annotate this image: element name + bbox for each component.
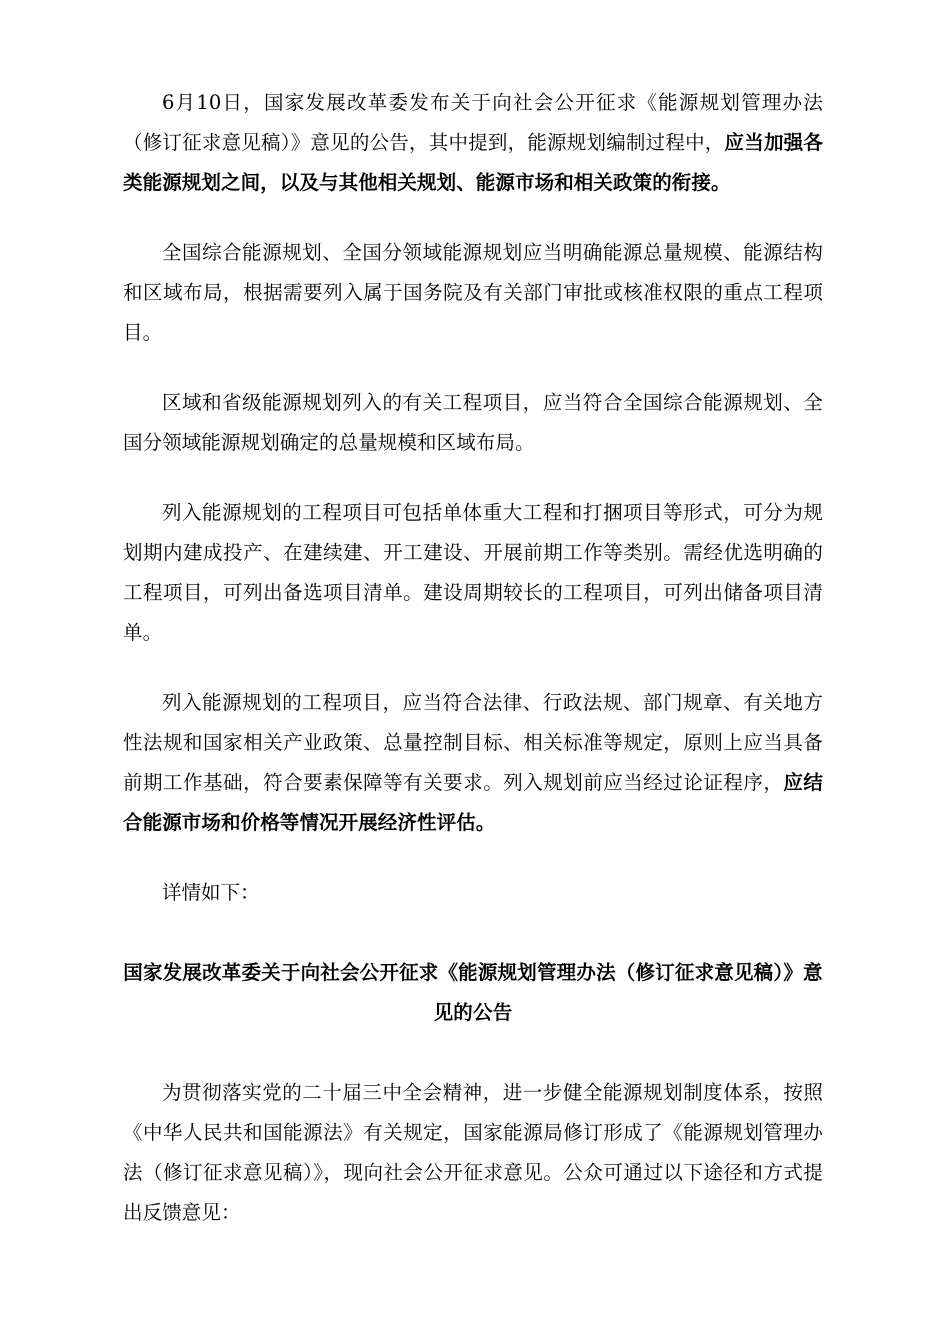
paragraph-2: 全国综合能源规划、全国分领域能源规划应当明确能源总量规模、能源结构和区域布局，根据需要列入属于国务院及有关部门审批或核准权限的重点工程项目。 bbox=[123, 241, 823, 344]
paragraph-1-normal-text: 6月10日，国家发展改革委发布关于向社会公开征求《能源规划管理办法（修订征求意见稿）》意见的公告，其中提到，能源规划编制过程中， bbox=[123, 91, 823, 154]
paragraph-3: 区域和省级能源规划列入的有关工程项目，应当符合全国综合能源规划、全国分领域能源规划确定的总量规模和区域布局。 bbox=[123, 391, 823, 454]
paragraph-4: 列入能源规划的工程项目可包括单体重大工程和打捆项目等形式，可分为规划期内建成投产、在建续建、开工建设、开展前期工作等类别。需经优选明确的工程项目，可列出备选项目清单。建设周期较长的工程项目，可列出储备项目清单。 bbox=[123, 501, 823, 644]
paragraph-1-bold-text: 应当加强各类能源规划之间，以及与其他相关规划、能源市场和相关政策的衔接。 bbox=[123, 131, 823, 194]
paragraph-5-bold-text: 应结合能源市场和价格等情况开展经济性评估。 bbox=[123, 771, 823, 834]
document-body bbox=[123, 83, 823, 1233]
paragraph-6: 为贯彻落实党的二十届三中全会精神，进一步健全能源规划制度体系，按照《中华人民共和国能源法》有关规定，国家能源局修订形成了《能源规划管理办法（修订征求意见稿）》，现向社会公开征求意见。公众可通过以下途径和方式提出反馈意见： bbox=[123, 1081, 823, 1224]
paragraph-5-normal-text: 列入能源规划的工程项目，应当符合法律、行政法规、部门规章、有关地方性法规和国家相关产业政策、总量控制目标、相关标准等规定，原则上应当具备前期工作基础，符合要素保障等有关要求。列入规划前应当经过论证程序， bbox=[123, 691, 823, 794]
lead-in-text: 详情如下： bbox=[162, 881, 260, 904]
paragraph-1 bbox=[123, 83, 823, 203]
paragraph-5 bbox=[123, 683, 823, 843]
announcement-heading: 国家发展改革委关于向社会公开征求《能源规划管理办法（修订征求意见稿）》意见的公告 bbox=[123, 961, 823, 1024]
